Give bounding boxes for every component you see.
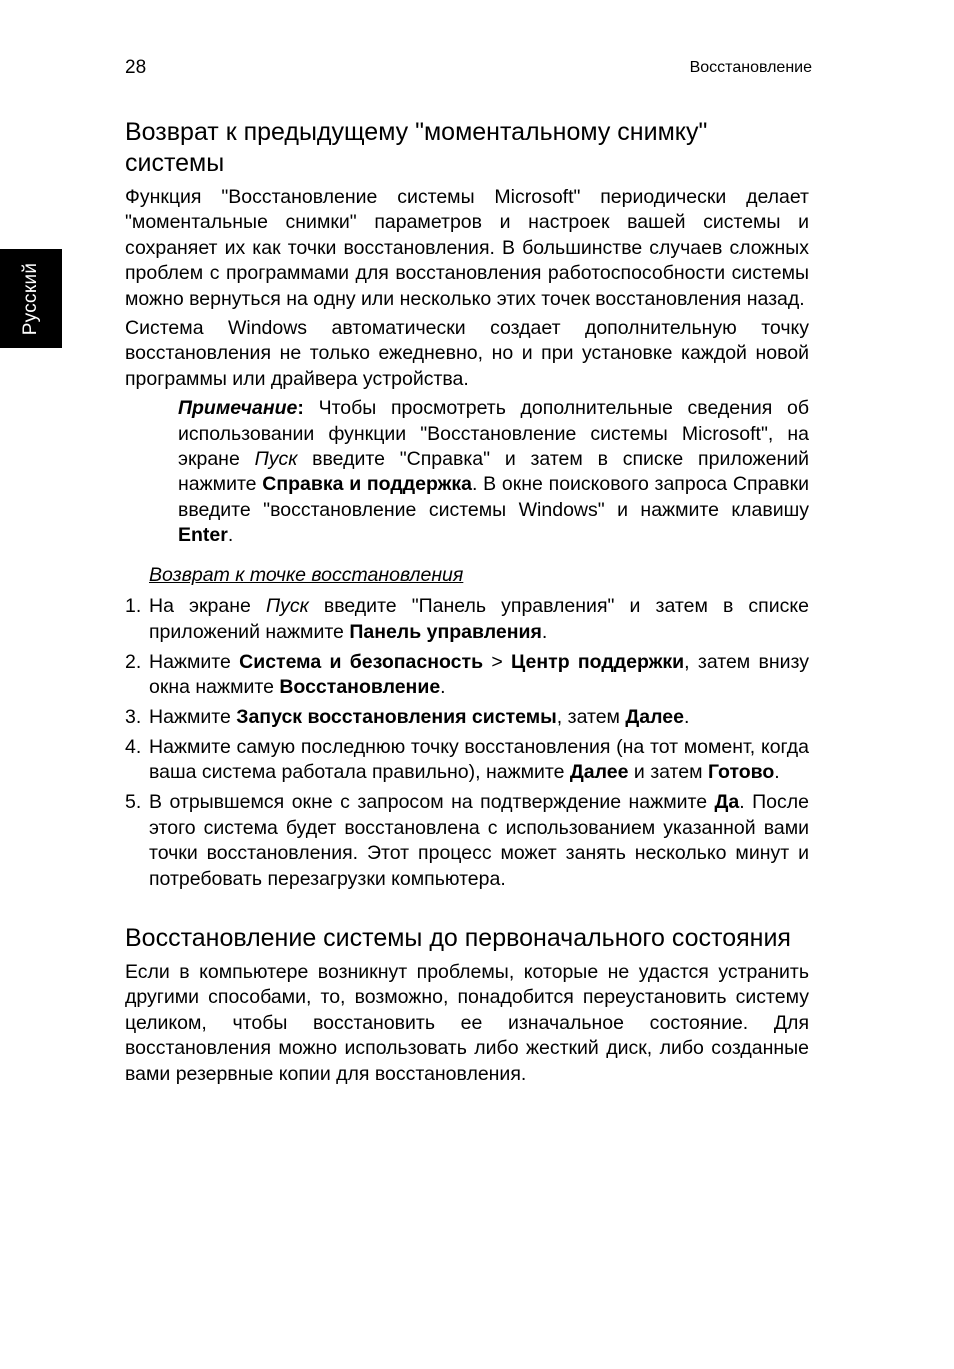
page-content: [125, 117, 809, 1091]
section-title-factory-restore: Восстановление системы до первоначального состояния: [125, 923, 791, 952]
note-start-screen: Пуск: [254, 448, 298, 471]
note-block: Примечание: Чтобы просмотреть дополнительные сведения об использовании функции "Восстановление системы Microsoft", на экране Пуск введите "Справка" и затем в списке приложений нажмите Справка и поддержка. В окне поискового запроса Справки введите "восстановление системы Windows" и нажмите клавишу Enter.: [178, 397, 809, 547]
list-item: 1. На экране Пуск введите "Панель управления" и затем в списке приложений нажмите Панель управления.: [125, 595, 809, 643]
steps-list: [125, 594, 809, 892]
note-help-support: Справка и поддержка: [262, 473, 473, 496]
language-tab-label: Русский: [20, 262, 41, 335]
paragraph-auto-restore: Система Windows автоматически создает дополнительную точку восстановления не только ежедневно, но и при установке каждой новой программы или драйвера устройства.: [125, 317, 809, 390]
list-item: 4. Нажмите самую последнюю точку восстановления (на тот момент, когда ваша система работала правильно), нажмите Далее и затем Готово.: [125, 735, 809, 784]
note-label: Примечание: [178, 397, 298, 420]
page-number: 28: [125, 57, 147, 78]
list-item: 3. Нажмите Запуск восстановления системы, затем Далее.: [125, 705, 690, 728]
paragraph-intro: Функция "Восстановление системы Microsoft" периодически делает "моментальные снимки" параметров и настроек вашей системы и сохраняет их как точки восстановления. В большинстве случаев сложных проблем с программами для восстановления работоспособности системы можно вернуться на одну или несколько этих точек восстановления назад.: [125, 186, 809, 310]
list-item: 5. В отрывшемся окне с запросом на подтверждение нажмите Да. После этого система будет восстановлена с использованием указанной вами точки восстановления. Этот процесс может занять несколько минут и потребовать перезагрузки компьютера.: [125, 791, 809, 890]
note-enter-key: Enter: [178, 524, 228, 547]
running-header: Восстановление: [689, 59, 812, 76]
paragraph-factory-restore: Если в компьютере возникнут проблемы, которые не удастся устранить другими способами, то, возможно, понадобится переустановить систему целиком, чтобы восстановить ее изначальное состояние. Для восстановления можно использовать либо жесткий диск, либо созданные вами резервные копии для восстановления.: [125, 960, 809, 1085]
subheading-return-to-point: Возврат к точке восстановления: [149, 563, 464, 586]
list-item: 2. Нажмите Система и безопасность > Центр поддержки, затем внизу окна нажмите Восстановление.: [125, 650, 809, 698]
section-title-restore-point: Возврат к предыдущему "моментальному снимку" системы: [125, 118, 708, 177]
section-factory-restore: [125, 923, 809, 1087]
language-tab: [0, 249, 62, 348]
